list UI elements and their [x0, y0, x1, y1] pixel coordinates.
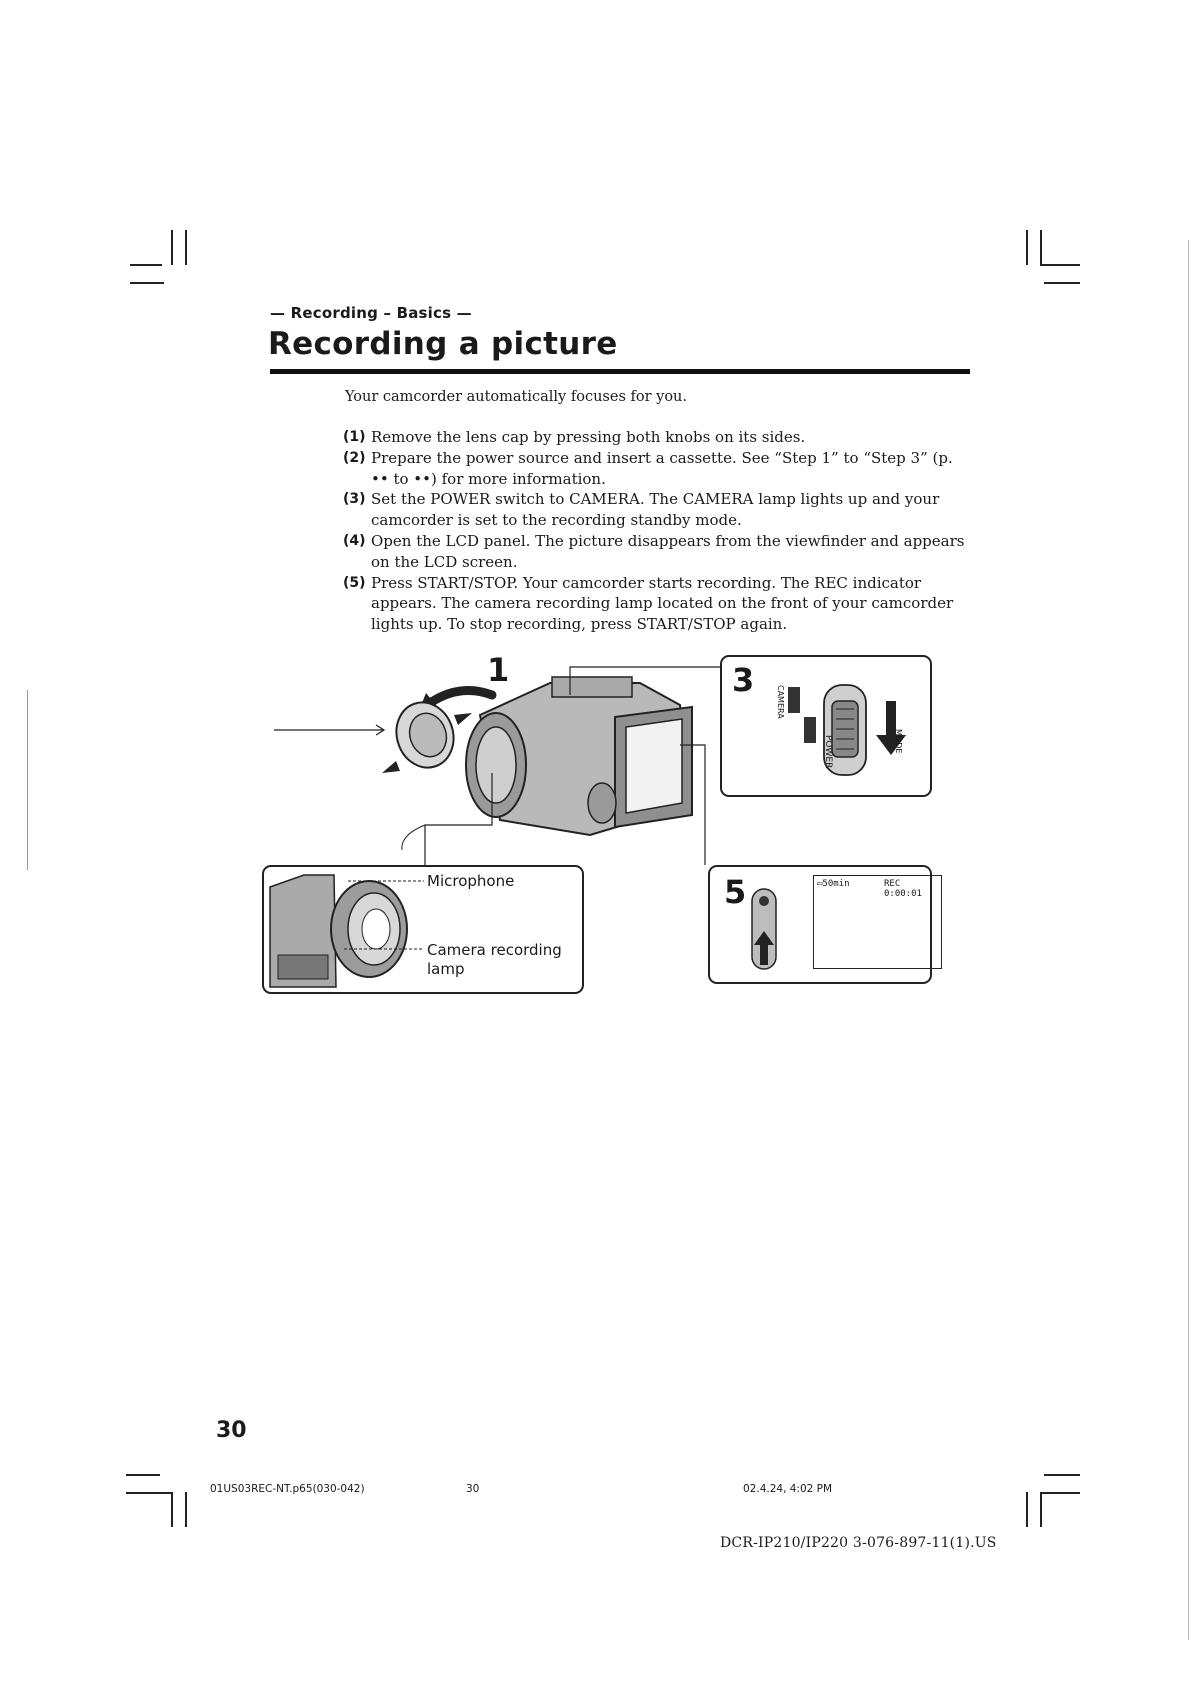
title-rule — [270, 369, 970, 374]
crop-mark — [185, 230, 187, 265]
list-item — [343, 489, 968, 531]
step-text: Set the POWER switch to CAMERA. The CAMERA lamp lights up and your camcorder is set to the recording standby mode. — [371, 490, 940, 530]
list-item — [343, 531, 968, 573]
page-number: 30 — [216, 1418, 247, 1443]
crop-mark — [1026, 1492, 1028, 1527]
steps-list — [343, 427, 968, 635]
step-5-label: 5 — [724, 873, 747, 911]
margin-rule — [27, 690, 28, 870]
step-text: Prepare the power source and insert a cassette. See “Step 1” to “Step 3” (p. •• to ••) for more information. — [371, 448, 953, 488]
crop-mark — [130, 282, 164, 284]
crop-mark — [1040, 264, 1080, 266]
footer-page-ref: 30 — [466, 1483, 480, 1495]
power-label: POWER — [823, 735, 833, 769]
crop-mark — [1044, 282, 1080, 284]
section-label: — Recording – Basics — — [270, 304, 472, 322]
start-stop-box — [708, 865, 932, 984]
mode-label: MODE — [894, 729, 903, 754]
recording-illustration — [260, 651, 960, 1055]
step-text: Remove the lens cap by pressing both knobs on its sides. — [371, 428, 806, 446]
step-number: (2) — [343, 449, 366, 466]
crop-mark — [1026, 230, 1028, 265]
footer-file: 01US03REC-NT.p65(030-042) — [210, 1483, 365, 1495]
crop-mark — [1040, 1492, 1080, 1494]
step-number: (3) — [343, 491, 366, 508]
step-number: (1) — [343, 429, 366, 445]
crop-mark — [1040, 1492, 1042, 1527]
step-3-label: 3 — [732, 661, 755, 699]
lcd-screen — [813, 875, 942, 969]
start-stop-button-icon — [744, 885, 784, 975]
step-number: (5) — [343, 574, 366, 591]
camera-switch-label: CAMERA — [776, 685, 785, 719]
step-number: (4) — [343, 532, 366, 549]
step-1-label: 1 — [487, 651, 510, 689]
microphone-box — [262, 865, 584, 994]
list-item — [343, 573, 968, 635]
footer-date: 02.4.24, 4:02 PM — [743, 1483, 833, 1495]
crop-mark — [185, 1492, 187, 1527]
model-number: DCR-IP210/IP220 3-076-897-11(1).US — [720, 1535, 997, 1551]
power-switch-box — [720, 655, 932, 797]
crop-mark — [1040, 230, 1042, 265]
list-item — [343, 448, 968, 490]
crop-mark — [171, 230, 173, 265]
crop-mark — [130, 264, 162, 266]
crop-mark — [1044, 1474, 1080, 1476]
crop-mark — [126, 1474, 160, 1476]
lcd-rec-indicator: REC 0:00:01 — [884, 879, 922, 899]
camera-lamp-label-2: lamp — [427, 960, 465, 978]
crop-mark — [126, 1492, 172, 1494]
crop-mark — [171, 1492, 173, 1527]
camera-lamp-label-1: Camera recording — [427, 941, 562, 959]
lcd-battery-indicator: ▭50min — [817, 879, 850, 889]
list-item — [343, 427, 968, 448]
step-text: Press START/STOP. Your camcorder starts recording. The REC indicator appears. The camera recording lamp located on the front of your camcorder lights up. To stop recording, press START/STOP again. — [371, 573, 954, 634]
page-title: Recording a picture — [268, 326, 618, 362]
microphone-label: Microphone — [427, 872, 515, 890]
camera-front-drawing — [264, 867, 424, 990]
step-text: Open the LCD panel. The picture disappears from the viewfinder and appears on the LCD screen. — [371, 531, 965, 571]
margin-rule — [1188, 240, 1189, 1640]
intro-text: Your camcorder automatically focuses for you. — [345, 389, 687, 405]
power-switch-icon — [774, 663, 914, 788]
